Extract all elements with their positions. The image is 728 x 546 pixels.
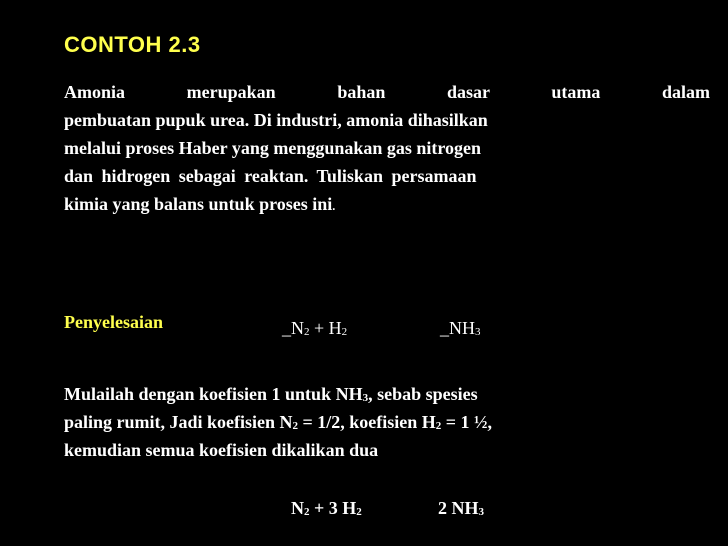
solution-line-2-sub-1: 2 bbox=[292, 420, 299, 432]
problem-line-5-text: kimia yang balans untuk proses ini bbox=[64, 194, 333, 214]
balanced-equation-product bbox=[438, 498, 484, 519]
solution-line-1-b: , sebab spesies bbox=[368, 384, 478, 404]
n2-subscript: 2 bbox=[304, 326, 310, 338]
balanced-n2-subscript: 2 bbox=[304, 506, 310, 518]
solution-line-1-a: Mulailah dengan koefisien 1 untuk NH bbox=[64, 384, 363, 404]
balanced-n2-term: N bbox=[291, 498, 304, 518]
solution-line-1 bbox=[64, 384, 478, 405]
example-title: CONTOH 2.3 bbox=[64, 32, 201, 57]
solution-label: Penyelesaian bbox=[64, 312, 163, 332]
problem-line-4: dan hidrogen sebagai reaktan. Tuliskan persamaan bbox=[64, 166, 477, 186]
problem-line-1: Amonia merupakan bahan dasar utama dalam bbox=[64, 82, 710, 102]
solution-line-3: kemudian semua koefisien dikalikan dua bbox=[64, 440, 379, 460]
problem-line-5 bbox=[64, 194, 335, 215]
plus-h2-term: + H bbox=[309, 318, 342, 338]
balanced-nh3-subscript: 3 bbox=[478, 506, 484, 518]
balanced-h2-subscript: 2 bbox=[356, 506, 362, 518]
unbalanced-equation-product bbox=[440, 318, 481, 339]
balanced-plus-h2-term: + 3 H bbox=[309, 498, 357, 518]
problem-line-2: pembuatan pupuk urea. Di industri, amonia dihasilkan bbox=[64, 110, 488, 130]
nh3-term: _NH bbox=[440, 318, 475, 338]
problem-line-3: melalui proses Haber yang menggunakan gas nitrogen bbox=[64, 138, 482, 158]
balanced-nh3-term: 2 NH bbox=[438, 498, 479, 518]
nh3-subscript: 3 bbox=[475, 326, 481, 338]
solution-line-2-sub-2: 2 bbox=[435, 420, 442, 432]
solution-line-1-sub: 3 bbox=[362, 392, 369, 404]
h2-subscript: 2 bbox=[341, 326, 348, 338]
balanced-equation-reactants bbox=[291, 498, 362, 519]
solution-line-2-c: = 1 ½, bbox=[441, 412, 493, 432]
solution-line-2-a: paling rumit, Jadi koefisien N bbox=[64, 412, 293, 432]
problem-line-5-period: . bbox=[332, 199, 336, 213]
n2-term: _N bbox=[282, 318, 304, 338]
unbalanced-equation-reactants bbox=[282, 318, 347, 339]
solution-line-2 bbox=[64, 412, 492, 433]
solution-line-2-b: = 1/2, koefisien H bbox=[298, 412, 436, 432]
